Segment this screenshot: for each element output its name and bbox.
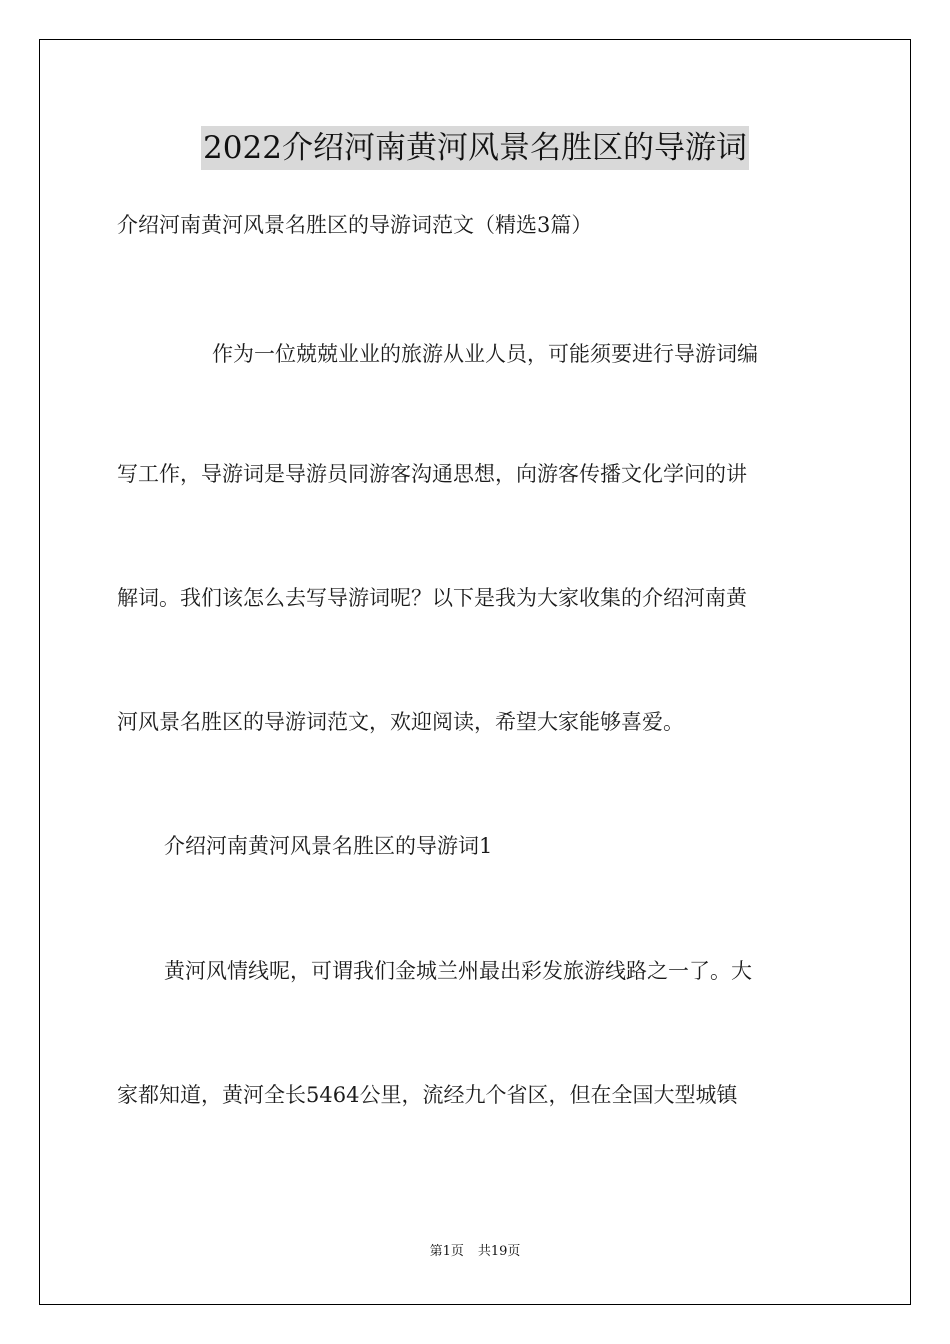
document-subtitle: 介绍河南黄河风景名胜区的导游词范文（精选3篇）: [117, 213, 593, 237]
section-heading: 介绍河南黄河风景名胜区的导游词1: [164, 834, 493, 858]
paragraph-line-4: 河风景名胜区的导游词范文，欢迎阅读，希望大家能够喜爱。: [117, 710, 684, 734]
paragraph-line-1: 作为一位兢兢业业的旅游从业人员，可能须要进行导游词编: [212, 342, 758, 366]
paragraph-line-2: 写工作，导游词是导游员同游客沟通思想，向游客传播文化学问的讲: [117, 462, 747, 486]
page-footer: [0, 1243, 950, 1261]
section-line-2: 家都知道，黄河全长5464公里，流经九个省区，但在全国大型城镇: [117, 1083, 738, 1107]
section-line-1: 黄河风情线呢，可谓我们金城兰州最出彩发旅游线路之一了。大: [164, 959, 752, 983]
page-number: 第1页: [429, 1244, 464, 1259]
paragraph-line-3: 解词。我们该怎么去写导游词呢？以下是我为大家收集的介绍河南黄: [117, 586, 747, 610]
document-title: 2022介绍河南黄河风景名胜区的导游词: [201, 126, 749, 170]
page-total: 共19页: [477, 1244, 521, 1259]
title-container: [0, 126, 950, 170]
